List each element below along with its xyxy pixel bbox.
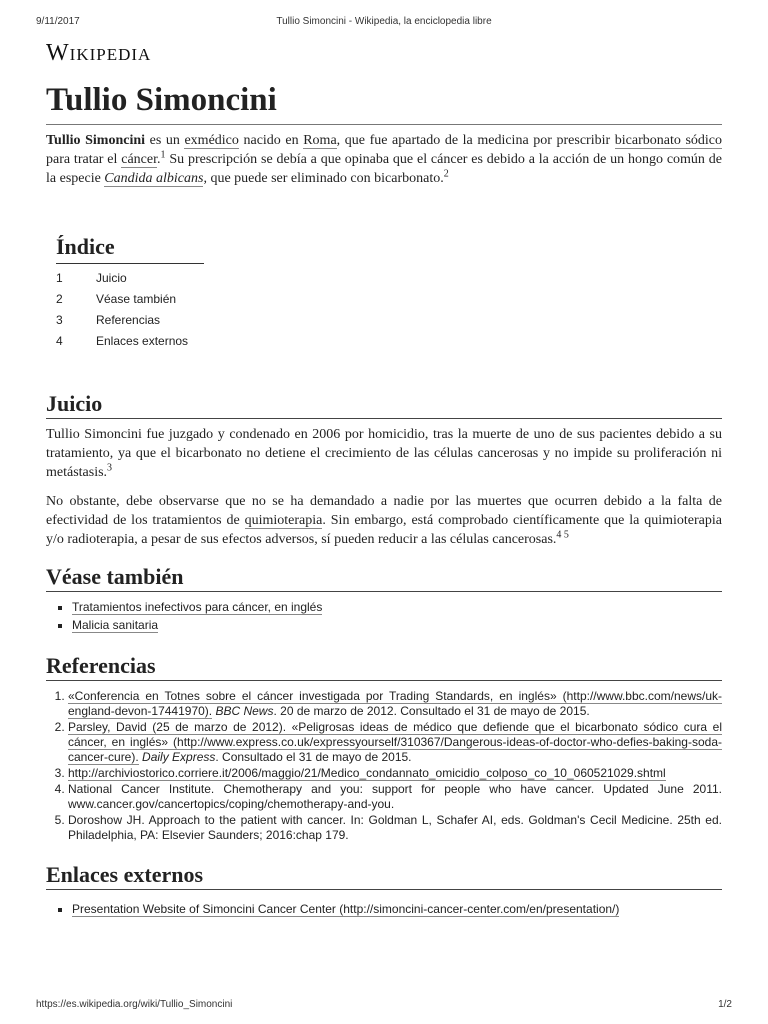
intro-text: . xyxy=(157,152,161,167)
intro-bold-name: Tullio Simoncini xyxy=(46,133,146,148)
juicio-text: No obstante, debe observarse que no se ha demandado a nadie por las muertes que ocurren debido a la falta de efectividad de los tratamientos de xyxy=(46,494,722,528)
enlaces-list xyxy=(46,900,722,918)
intro-text: , que puede ser eliminado con bicarbonato. xyxy=(203,171,444,186)
list-item xyxy=(58,900,722,918)
link-simoncini-center[interactable]: Presentation Website of Simoncini Cancer Center (http://simoncini-cancer-center.com/en/presentation/) xyxy=(72,902,620,916)
link-bicarbonato[interactable]: bicarbonato sódico xyxy=(614,133,722,148)
print-date: 9/11/2017 xyxy=(36,16,80,27)
intro-paragraph xyxy=(46,131,722,188)
article-content xyxy=(46,76,722,918)
reference-item xyxy=(68,782,722,812)
intro-text: , que fue apartado de la medicina por prescribir xyxy=(336,133,615,148)
footer-page-number: 1/2 xyxy=(718,999,732,1010)
print-footer xyxy=(36,999,732,1010)
section-heading-enlaces: Enlaces externos xyxy=(46,861,722,890)
candida-text: Candida albicans xyxy=(104,171,204,186)
section-heading-referencias: Referencias xyxy=(46,652,722,681)
toc-number: 3 xyxy=(56,313,63,327)
ref-sup-1[interactable]: 1 xyxy=(160,149,166,161)
toc-item[interactable] xyxy=(56,289,204,310)
intro-text: nacido en xyxy=(238,133,304,148)
list-item xyxy=(58,616,722,634)
toc-number: 2 xyxy=(56,292,63,306)
juicio-text: Tullio Simoncini fue juzgado y condenado en 2006 por homicidio, tras la muerte de uno de sus pacientes debido a su tratamiento, ya que el bicarbonato no detiene el crecimiento de las células cancerosas y no impide su proliferación ni metástasis. xyxy=(46,427,722,480)
reference-item xyxy=(68,813,722,843)
link-exmedico[interactable]: exmédico xyxy=(184,133,239,148)
toc-item[interactable] xyxy=(56,310,204,331)
reference-item xyxy=(68,766,722,781)
toc-list xyxy=(56,268,204,352)
section-heading-juicio: Juicio xyxy=(46,390,722,419)
print-title: Tullio Simoncini - Wikipedia, la enciclopedia libre xyxy=(276,16,492,27)
ref-link-1[interactable]: «Conferencia en Totnes sobre el cáncer investigada por Trading Standards, en inglés» (http://www.bbc.com/news/uk-england-devon-17441970). xyxy=(68,689,722,718)
reference-item xyxy=(68,720,722,765)
table-of-contents xyxy=(56,233,204,352)
page-title: Tullio Simoncini xyxy=(46,76,722,125)
references-list xyxy=(46,689,722,843)
link-candida[interactable] xyxy=(104,171,203,187)
toc-label: Juicio xyxy=(96,271,127,285)
ref-text: Doroshow JH. Approach to the patient with cancer. In: Goldman L, Schafer AI, eds. Goldman's Cecil Medicine. 25th ed. Philadelphia, PA: Elsevier Saunders; 2016:chap 179. xyxy=(68,813,722,842)
toc-item[interactable] xyxy=(56,268,204,289)
juicio-text: . Sin embargo, está comprobado científicamente que la quimioterapia y/o radioterapia, a pesar de sus efectos adversos, sí pueden reducir a las células cancerosas. xyxy=(46,513,722,547)
print-header xyxy=(36,16,732,30)
footer-url: https://es.wikipedia.org/wiki/Tullio_Simoncini xyxy=(36,999,233,1010)
ref-text: . Consultado el 31 de mayo de 2015. xyxy=(215,750,412,764)
vease-list xyxy=(46,598,722,634)
toc-label: Enlaces externos xyxy=(96,334,189,348)
ref-sup-2[interactable]: 2 xyxy=(443,168,449,180)
toc-number: 1 xyxy=(56,271,63,285)
ref-link-2[interactable]: Parsley, David (25 de marzo de 2012). «Peligrosas ideas de médico que defiende que el bicarbonato sódico cura el cáncer, en inglés» (http://www.express.co.uk/expressyourself/310367/Dangerous-ideas-of-doctor-who-defies-baking-soda-cancer-cure). xyxy=(68,720,722,764)
ref-text: . 20 de marzo de 2012. Consultado el 31 de mayo de 2015. xyxy=(273,704,590,718)
intro-text: es un xyxy=(145,133,185,148)
ref-sup-4-5[interactable]: 4 5 xyxy=(556,529,569,541)
toc-title: Índice xyxy=(56,233,204,264)
list-item xyxy=(58,598,722,616)
wikipedia-logo[interactable]: Wikipedia xyxy=(46,40,152,66)
toc-label: Véase también xyxy=(96,292,177,306)
link-tratamientos[interactable]: Tratamientos inefectivos para cáncer, en inglés xyxy=(72,600,323,614)
link-roma[interactable]: Roma xyxy=(303,133,337,148)
ref-publisher: BBC News xyxy=(212,704,274,718)
intro-text: Su prescripción se debía a que opinaba que el cáncer es debido a la acción de un hongo común de la especie xyxy=(46,152,722,186)
ref-link-3[interactable]: http://archiviostorico.corriere.it/2006/maggio/21/Medico_condannato_omicidio_colposo_co_10_060521029.shtml xyxy=(68,766,666,780)
link-cancer[interactable]: cáncer xyxy=(121,152,157,167)
ref-sup-3[interactable]: 3 xyxy=(107,462,113,474)
intro-text: para tratar el xyxy=(46,152,122,167)
reference-item xyxy=(68,689,722,719)
ref-text: National Cancer Institute. Chemotherapy and you: support for people who have cancer. Updated June 2011. www.cancer.gov/cancertopics/coping/chemotherapy-and-you. xyxy=(68,782,722,811)
juicio-paragraph-1 xyxy=(46,425,722,482)
toc-label: Referencias xyxy=(96,313,161,327)
juicio-paragraph-2 xyxy=(46,492,722,549)
toc-number: 4 xyxy=(56,334,63,348)
toc-item[interactable] xyxy=(56,331,204,352)
link-quimioterapia[interactable]: quimioterapia xyxy=(244,513,323,528)
ref-publisher: Daily Express xyxy=(138,750,216,764)
link-malicia[interactable]: Malicia sanitaria xyxy=(72,618,159,632)
section-heading-vease: Véase también xyxy=(46,563,722,592)
